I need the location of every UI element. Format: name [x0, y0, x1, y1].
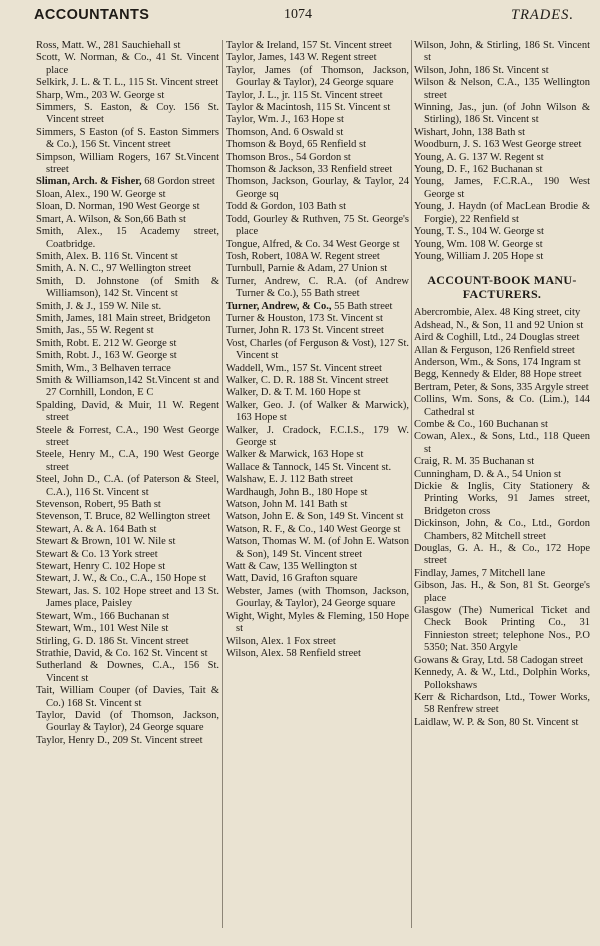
directory-entry: Bertram, Peter, & Sons, 335 Argyle street	[414, 381, 589, 393]
directory-entry: Young, Wm. 108 W. George st	[414, 238, 543, 250]
directory-entry: Walker, C. D. R. 188 St. Vincent street	[226, 374, 389, 386]
page-number: 1074	[284, 7, 312, 22]
directory-entry: Steele & Forrest, C.A., 190 West George street	[36, 424, 219, 448]
directory-entry: Wilson, John, 186 St. Vincent st	[414, 64, 549, 76]
directory-entry: Turner, John R. 173 St. Vincent street	[226, 325, 384, 337]
column-divider	[222, 40, 223, 928]
directory-entry: Tosh, Robert, 108A W. Regent street	[226, 250, 380, 262]
entry-address: 55 Bath street	[331, 300, 393, 312]
directory-entry: Stewart, Wm., 166 Buchanan st	[36, 610, 170, 622]
directory-entry: Scott, W. Norman, & Co., 41 St. Vincent place	[36, 52, 219, 76]
directory-entry: Smith, Jas., 55 W. Regent st	[36, 325, 154, 337]
directory-entry: Wishart, John, 138 Bath st	[414, 126, 525, 138]
directory-entry: Findlay, James, 7 Mitchell lane	[414, 567, 546, 579]
directory-entry: Glasgow (The) Numerical Ticket and Check Book Printing Co., 31 Finnieston street; telephone Nos., P.O 5350; Nat. 350 Argyle	[414, 605, 590, 654]
directory-entry: Webster, James (with Thomson, Jackson, Gourlay, & Taylor), 24 George square	[226, 585, 409, 610]
directory-entry: Sutherland & Downes, C.A., 156 St. Vincent st	[36, 660, 219, 684]
section-entries	[414, 307, 590, 729]
directory-entry: Turnbull, Parnie & Adam, 27 Union st	[226, 263, 388, 275]
directory-entry: Young, James, F.C.R.A., 190 West George st	[414, 176, 590, 200]
directory-entry: Taylor & Macintosh, 115 St. Vincent st	[226, 102, 391, 114]
directory-entry: Young, T. S., 104 W. George st	[414, 226, 544, 238]
directory-entry: Watt & Caw, 135 Wellington st	[226, 561, 358, 573]
directory-entry: Smith, J. & J., 159 W. Nile st.	[36, 300, 162, 312]
directory-entry: Smith, D. Johnstone (of Smith & Williamson), 142 St. Vincent st	[36, 275, 219, 300]
directory-entry: Watson, Thomas W. M. (of John E. Watson & Son), 149 St. Vincent street	[226, 536, 409, 560]
section-heading-line-1: ACCOUNT-BOOK MANU-	[427, 273, 577, 288]
directory-entry: Wilson, Alex. 58 Renfield street	[226, 647, 361, 659]
running-head-right: TRADES.	[511, 7, 574, 23]
directory-entry: Douglas, G. A. H., & Co., 172 Hope street	[414, 543, 590, 567]
directory-entry: Steel, John D., C.A. (of Paterson & Steel, C.A.), 116 St. Vincent st	[36, 474, 219, 498]
directory-entry: Spalding, David, & Muir, 11 W. Regent street	[36, 399, 219, 424]
directory-entry: Young, A. G. 137 W. Regent st	[414, 151, 544, 163]
directory-entry: Tait, William Couper (of Davies, Tait & Co.) 168 St. Vincent st	[36, 685, 219, 709]
directory-entry: Allan & Ferguson, 126 Renfield street	[414, 344, 575, 356]
directory-entry: Thomson & Boyd, 65 Renfield st	[226, 139, 366, 151]
running-head-left: ACCOUNTANTS	[34, 7, 150, 23]
directory-entry: Simpson, William Rogers, 167 St.Vincent street	[36, 151, 219, 176]
directory-entry: Vost, Charles (of Ferguson & Vost), 127 St. Vincent st	[226, 337, 409, 362]
directory-entry: Wallace & Tannock, 145 St. Vincent st.	[226, 461, 392, 473]
directory-entry: Stewart, A. & A. 164 Bath st	[36, 523, 157, 535]
directory-entry: Watson, R. F., & Co., 140 West George st	[226, 523, 401, 535]
directory-entry: Stevenson, T. Bruce, 82 Wellington street	[36, 511, 211, 523]
directory-entry: Steele, Henry M., C.A, 190 West George street	[36, 449, 219, 473]
entry-address: 68 Gordon street	[141, 176, 215, 188]
directory-entry: Watson, John M. 141 Bath st	[226, 499, 348, 511]
column-3-entries	[414, 40, 590, 263]
directory-entry: Wilson, John, & Stirling, 186 St. Vincent st	[414, 40, 590, 64]
directory-entry: Selkirk, J. L. & T. L., 115 St. Vincent street	[36, 77, 219, 89]
directory-entry: Walker, J. Cradock, F.C.I.S., 179 W. George st	[226, 424, 409, 448]
directory-entry: Sharp, Wm., 203 W. George st	[36, 89, 165, 101]
directory-entry: Begg, Kennedy & Elder, 88 Hope street	[414, 369, 582, 381]
directory-entry: Gibson, Jas. H., & Son, 81 St. George's place	[414, 580, 590, 604]
directory-entry: Stewart, Wm., 101 West Nile st	[36, 623, 169, 635]
entry-name-bold: Sliman, Arch. & Fisher,	[36, 176, 142, 188]
directory-entry: Gowans & Gray, Ltd. 58 Cadogan street	[414, 654, 584, 666]
directory-entry: Wilson, Alex. 1 Fox street	[226, 635, 336, 647]
directory-entry: Adshead, N., & Son, 11 and 92 Union st	[414, 319, 584, 331]
directory-entry: Walker, Geo. J. (of Walker & Marwick), 163 Hope st	[226, 399, 409, 424]
directory-entry: Turner & Houston, 173 St. Vincent st	[226, 312, 383, 324]
directory-entry: Todd, Gourley & Ruthven, 75 St. George's place	[226, 213, 409, 238]
directory-entry: Simmers, S Easton (of S. Easton Simmers & Co.), 156 St. Vincent street	[36, 126, 219, 151]
directory-entry: Smart, A. Wilson, & Son,66 Bath st	[36, 213, 186, 225]
directory-entry: Wardhaugh, John B., 180 Hope st	[226, 486, 368, 498]
directory-entry: Thomson Bros., 54 Gordon st	[226, 151, 351, 163]
directory-entry: Sloan, Alex., 190 W. George st	[36, 188, 166, 200]
directory-entry: Smith, Wm., 3 Belhaven terrace	[36, 362, 171, 374]
column-3	[414, 40, 590, 729]
directory-entry: Cowan, Alex., & Sons, Ltd., 118 Queen st	[414, 431, 590, 455]
directory-entry: Young, D. F., 162 Buchanan st	[414, 164, 543, 176]
directory-entry: Taylor, David (of Thomson, Jackson, Gourlay & Taylor), 24 George square	[36, 709, 219, 734]
section-heading-line-2: FACTURERS.	[462, 287, 542, 302]
directory-entry: Taylor, Henry D., 209 St. Vincent street	[36, 734, 203, 746]
column-divider	[411, 40, 412, 928]
directory-entry: Taylor, Wm. J., 163 Hope st	[226, 114, 344, 126]
directory-entry: Turner, Andrew, C. R.A. (of Andrew Turner & Co.), 55 Bath street	[226, 275, 409, 300]
directory-entry: Waddell, Wm., 157 St. Vincent street	[226, 362, 382, 374]
directory-entry: Dickie & Inglis, City Stationery & Printing Works, 91 James street, Bridgeton cross	[414, 481, 590, 517]
directory-entry: Young, William J. 205 Hope st	[414, 250, 544, 262]
directory-entry: Walshaw, E. J. 112 Bath street	[226, 474, 353, 486]
directory-entry: Dickinson, John, & Co., Ltd., Gordon Chambers, 82 Mitchell street	[414, 518, 590, 542]
directory-entry: Stewart, J. W., & Co., C.A., 150 Hope st	[36, 573, 207, 585]
directory-entry: Stevenson, Robert, 95 Bath st	[36, 499, 161, 511]
directory-entry: Taylor, James, 143 W. Regent street	[226, 52, 377, 64]
column-1	[36, 40, 219, 747]
directory-entry: Winning, Jas., jun. (of John Wilson & Stirling), 186 St. Vincent st	[414, 102, 590, 126]
directory-entry: Stewart & Brown, 101 W. Nile st	[36, 536, 176, 548]
directory-entry: Craig, R. M. 35 Buchanan st	[414, 456, 535, 468]
directory-entry: Sloan, D. Norman, 190 West George st	[36, 201, 200, 213]
directory-entry: Ross, Matt. W., 281 Sauchiehall st	[36, 40, 181, 51]
directory-entry: Wight, Wight, Myles & Fleming, 150 Hope st	[226, 610, 409, 635]
directory-entry: Tongue, Alfred, & Co. 34 West George st	[226, 238, 400, 250]
section-heading	[414, 273, 590, 301]
directory-entry: Laidlaw, W. P. & Son, 80 St. Vincent st	[414, 716, 579, 728]
directory-entry: Smith & Williamson,142 St.Vincent st and 27 Cornhill, London, E C	[36, 374, 219, 399]
directory-entry: Collins, Wm. Sons, & Co. (Lim.), 144 Cathedral st	[414, 394, 590, 418]
directory-entry	[36, 176, 219, 188]
directory-entry: Smith, Alex. B. 116 St. Vincent st	[36, 250, 178, 262]
directory-entry: Anderson, Wm., & Sons, 174 Ingram st	[414, 356, 581, 368]
directory-entry: Stewart & Co. 13 York street	[36, 548, 158, 560]
directory-entry: Taylor & Ireland, 157 St. Vincent street	[226, 40, 392, 51]
page-header	[34, 7, 574, 27]
directory-entry	[226, 301, 409, 313]
directory-entry: Cunningham, D. & A., 54 Union st	[414, 468, 562, 480]
directory-entry: Thomson, Jackson, Gourlay, & Taylor, 24 George sq	[226, 176, 409, 200]
directory-entry: Smith, Alex., 15 Academy street, Coatbridge.	[36, 226, 219, 250]
directory-entry: Simmers, S. Easton, & Coy. 156 St. Vincent street	[36, 102, 219, 126]
directory-entry: Young, J. Haydn (of MacLean Brodie & Forgie), 22 Renfield st	[414, 201, 590, 225]
directory-entry: Taylor, J. L., jr. 115 St. Vincent street	[226, 89, 383, 101]
directory-entry: Smith, Robt. J., 163 W. George st	[36, 350, 177, 362]
column-2	[226, 40, 409, 660]
directory-entry: Woodburn, J. S. 163 West George street	[414, 139, 582, 151]
directory-entry: Smith, James, 181 Main street, Bridgeton	[36, 312, 211, 324]
directory-entry: Aird & Coghill, Ltd., 24 Douglas street	[414, 332, 580, 344]
directory-entry: Kerr & Richardson, Ltd., Tower Works, 58 Renfrew street	[414, 691, 590, 716]
directory-entry: Watson, John E. & Son, 149 St. Vincent st	[226, 511, 404, 523]
directory-entry: Walker & Marwick, 163 Hope st	[226, 449, 364, 461]
directory-entry: Abercrombie, Alex. 48 King street, city	[414, 307, 581, 319]
directory-entry: Smith, Robt. E. 212 W. George st	[36, 337, 177, 349]
directory-entry: Stewart, Henry C. 102 Hope st	[36, 561, 166, 573]
directory-entry: Strathie, David, & Co. 162 St. Vincent st	[36, 647, 208, 659]
directory-entry: Walker, D. & T. M. 160 Hope st	[226, 387, 361, 399]
directory-entry: Kennedy, A. & W., Ltd., Dolphin Works, Pollokshaws	[414, 667, 590, 691]
directory-entry: Thomson, And. 6 Oswald st	[226, 126, 344, 138]
directory-entry: Watt, David, 16 Grafton square	[226, 573, 358, 585]
directory-entry: Wilson & Nelson, C.A., 135 Wellington street	[414, 77, 590, 101]
directory-entry: Taylor, James (of Thomson, Jackson, Gourlay & Taylor), 24 George square	[226, 64, 409, 89]
directory-entry: Todd & Gordon, 103 Bath st	[226, 201, 347, 213]
directory-entry: Thomson & Jackson, 33 Renfield street	[226, 164, 393, 176]
directory-entry: Combe & Co., 160 Buchanan st	[414, 418, 548, 430]
directory-entry: Stewart, Jas. S. 102 Hope street and 13 St. James place, Paisley	[36, 585, 219, 610]
directory-entry: Smith, A. N. C., 97 Wellington street	[36, 263, 192, 275]
entry-name-bold: Turner, Andrew, & Co.,	[226, 300, 332, 312]
directory-entry: Stirling, G. D. 186 St. Vincent street	[36, 635, 189, 647]
